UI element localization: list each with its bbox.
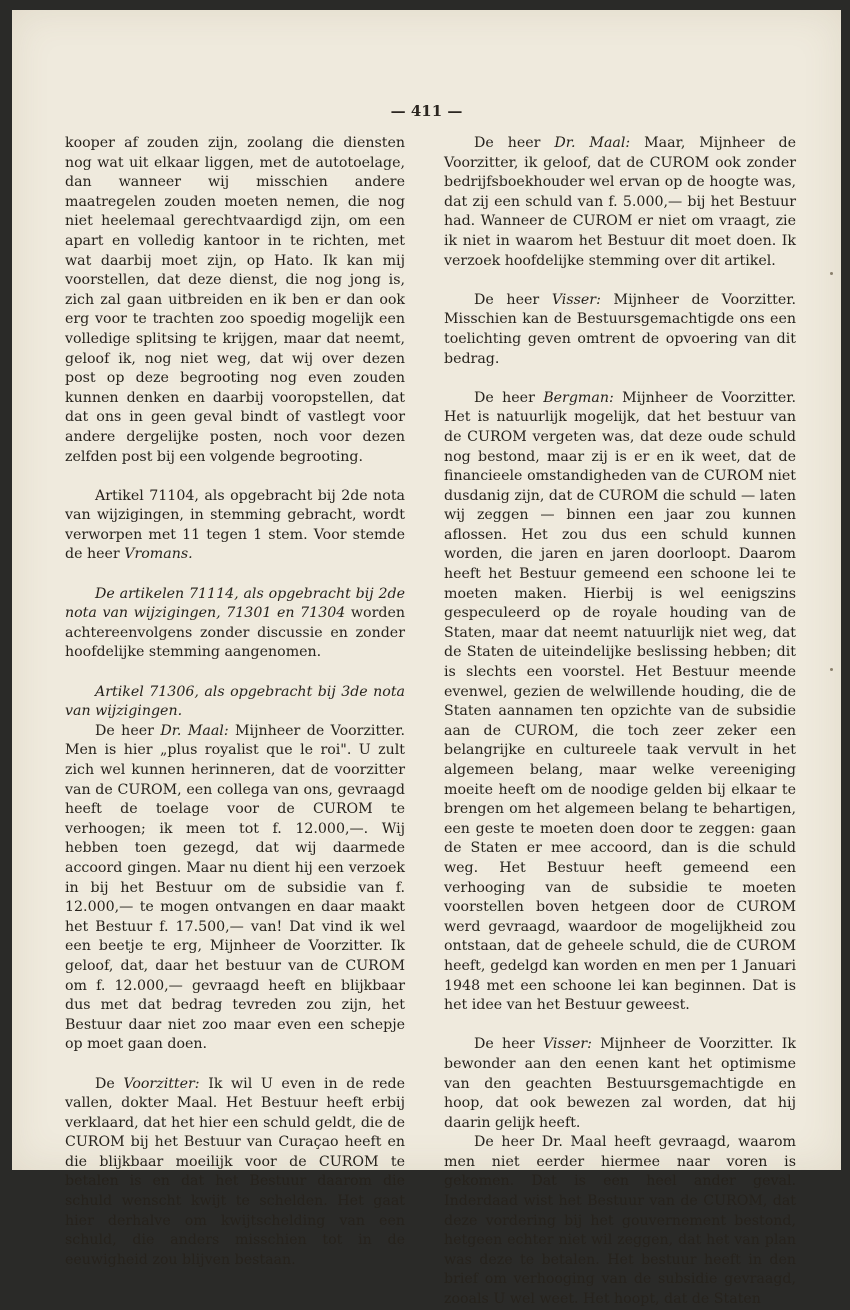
paper-speck (830, 668, 833, 671)
paragraph: De heer Dr. Maal: Maar, Mijnheer de Voorzitter, ik geloof, dat de CUROM ook zonder bedrijfsboekhouder wel ervan op de hoogte was, dat zij een schuld van f. 5.000,— bij het Bestuur had. Wanneer de CUROM er niet om vraagt, zie ik niet in waarom het Bestuur dit moet doen. Ik verzoek hoofdelijke stemming over dit artikel. (444, 135, 797, 269)
paragraph: De artikelen 71114, als opgebracht bij 2de nota van wijzigingen, 71301 en 71304 worden achtereenvolgens zonder discussie en zonder hoofdelijke stemming aangenomen. (65, 585, 405, 661)
paragraph: De Voorzitter: Ik wil U even in de rede vallen, dokter Maal. Het Bestuur heeft erbij verklaard, dat het hier een schuld geldt, die de CUROM bij het Bestuur van Curaçao heeft en die blijkbaar moeilijk voor de CUROM te betalen is en dat het Bestuur daarom die schuld wenscht kwijt te schelden. Het gaat hier derhalve om kwijtschelding van een schuld, die anders misschien tot in de eeuwigheid zou blijven bestaan. (65, 1075, 406, 1268)
right-column (444, 134, 796, 1310)
paper-speck (830, 272, 833, 275)
speaker-name: Voorzitter: (123, 1075, 200, 1092)
paragraph: De heer Visser: Mijnheer de Voorzitter. Misschien kan de Bestuursgemachtigde ons een toelichting geven omtrent de opvoering van dit bedrag. (444, 291, 797, 367)
paragraph: De heer Dr. Maal heeft gevraagd, waarom men niet eerder hiermee naar voren is gekomen. Dat is een heel ander geval. Inderdaad wist het Bestuur van de CUROM, dat deze vordering bij het gouvernement bestond, hetgeen echter niet wil zeggen, dat het van plan was deze te betalen. Het bestuur heeft in den brief om verhooging van de subsidie gevraagd, zooals U wel weet. Het hoopt, dat de Staten (444, 1134, 796, 1308)
speaker-name: Visser: (551, 291, 601, 308)
speaker-name: Dr. Maal: (160, 722, 229, 739)
paragraph: De heer Visser: Mijnheer de Voorzitter. Ik bewonder aan den eenen kant het optimisme van den geachten Bestuursgemachtigde en hoop, dat ook bewezen zal worden, dat hij daarin gelijk heeft. (444, 1036, 796, 1131)
paragraph: De heer Dr. Maal: Mijnheer de Voorzitter. Men is hier „plus royalist que le roi". U zult zich wel kunnen herinneren, dat de voorzitter van de CUROM, een collega van ons, gevraagd heeft de toelage voor de CUROM te verhoogen; ik meen tot f. 12.000,—. Wij hebben toen gezegd, dat wij daarmede accoord gingen. Maar nu dient hij een verzoek in bij het Bestuur om de subsidie van f. 12.000,— te mogen ontvangen en daar maakt het Bestuur f. 17.500,— van! Dat vind ik wel een beetje te erg, Mijnheer de Voorzitter. Ik geloof, dat, daar het bestuur van de CUROM om f. 12.000,— gevraagd heeft en blijkbaar dus met dat bedrag tevreden zou zijn, het Bestuur daar niet zoo maar even een schepje op moet gaan doen. (65, 722, 405, 1053)
left-column (65, 134, 405, 1270)
paragraph: kooper af zouden zijn, zoolang die diensten nog wat uit elkaar liggen, met de autotoelage, dan wanneer wij misschien andere maatregelen zouden moeten nemen, die nog niet heelemaal gerechtvaardigd zijn, om een apart en volledig kantoor in te richten, met wat daarbij moet zijn, op Hato. Ik kan mij voorstellen, dat deze dienst, die nog jong is, zich zal gaan uitbreiden en ik ben er dan ook erg voor te trachten zoo spoedig mogelijk een volledige splitsing te krijgen, maar dat neemt, geloof ik, nog niet weg, dat wij over dezen post op deze begrooting nog even zouden kunnen denken en daarbij vooropstellen, dat dat ons in geen geval bindt of vastlegt voor andere dergelijke posten, noch voor dezen zelfden post bij een volgende begrooting. (65, 135, 405, 465)
paragraph: Artikel 71104, als opgebracht bij 2de nota van wijzigingen, in stemming gebracht, wordt verworpen met 11 tegen 1 stem. Voor stemde de heer Vromans. (65, 487, 405, 563)
page-number: — 411 — (390, 102, 463, 120)
speaker-name: Dr. Maal: (554, 135, 631, 151)
paragraph: Artikel 71306, als opgebracht bij 3de nota van wijzigingen. (65, 683, 405, 720)
speaker-name: Bergman: (543, 389, 614, 406)
paragraph: De heer Bergman: Mijnheer de Voorzitter. Het is natuurlijk mogelijk, dat het bestuur van de CUROM vergeten was, dat deze oude schuld nog bestond, maar zij is er en ik weet, dat de financieele omstandigheden van de CUROM niet dusdanig zijn, dat de CUROM die schuld — laten wij zeggen — binnen een jaar zou kunnen aflossen. Het zou dus een schuld kunnen worden, die jaren en jaren doorloopt. Daarom heeft het Bestuur gemeend een schoone lei te moeten maken. Hierbij is wel eenigszins gespeculeerd op de royale houding van de Staten, maar dat neemt natuurlijk niet weg, dat de Staten de uiteindelijke beslissing hebben; dit is slechts een voorstel. Het Bestuur meende evenwel, gezien de welwillende houding, die de Staten aannamen ten opzichte van de subsidie aan de CUROM, die toch zeer zeker een belangrijke en cultureele taak vervult in het algemeen belang, maar welke vereeniging moeite heeft om de noodige gelden bij elkaar te brengen om het algemeen belang te behartigen, een geste te moeten doen door te zeggen: gaan de Staten er mee accoord, dan is die schuld weg. Het Bestuur heeft gemeend een verhooging van de subsidie te moeten voorstellen boven hetgeen door de CUROM werd gevraagd, waardoor de mogelijkheid zou ontstaan, dat de geheele schuld, die de CUROM heeft, gedelgd kan worden en men per 1 Januari 1948 met een schoone lei kan beginnen. Dat is het idee van het Bestuur geweest. (444, 389, 796, 1014)
document-page (12, 10, 841, 1308)
speaker-name: Visser: (542, 1036, 592, 1053)
